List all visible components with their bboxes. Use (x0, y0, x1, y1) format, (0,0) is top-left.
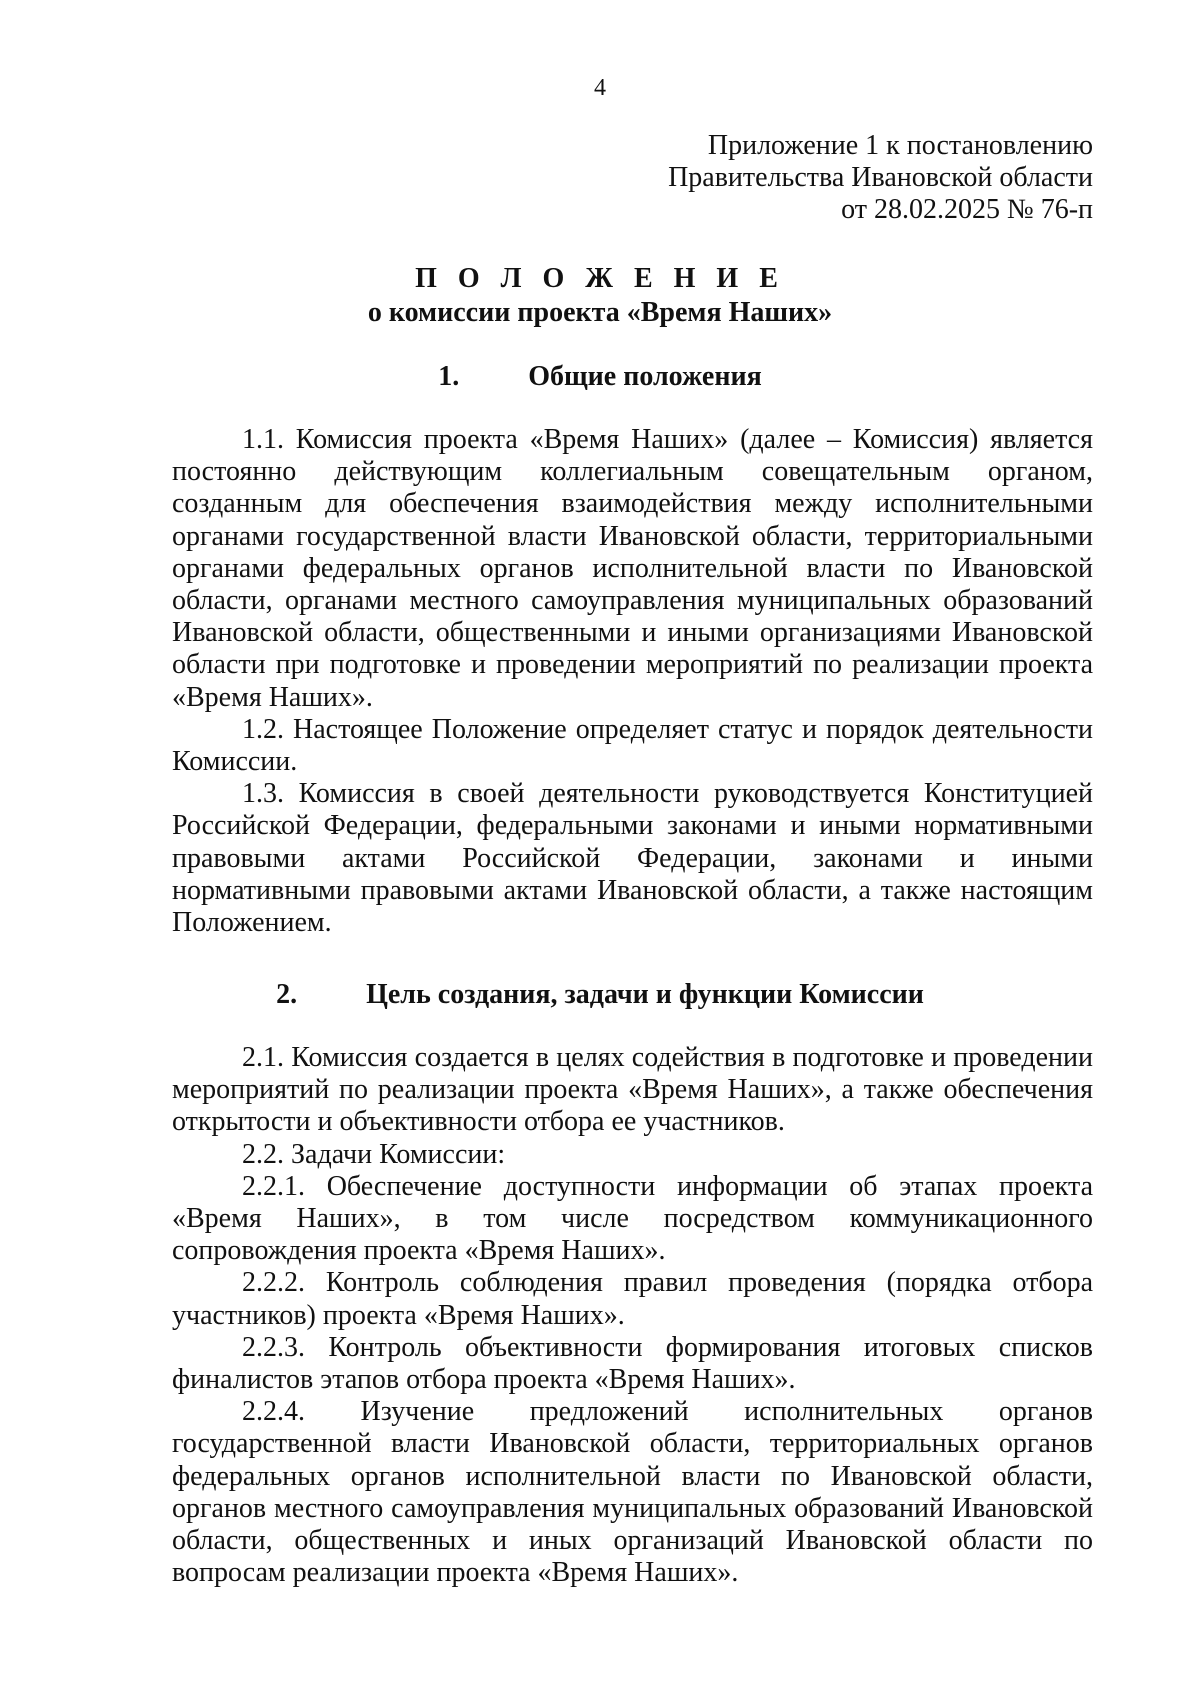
paragraph: 2.1. Комиссия создается в целях содействия в подготовке и проведении мероприятий по реализации проекта «Время Наших», а также обеспечения открытости и объективности отбора ее участников. (172, 1042, 1093, 1138)
section-number: 1. (438, 361, 460, 392)
section-heading (0, 978, 1200, 1012)
appendix-reference (668, 130, 1093, 226)
page-number: 4 (594, 75, 606, 101)
paragraph: 2.2.4. Изучение предложений исполнительных органов государственной власти Ивановской области, территориальных органов федеральных органов исполнительной власти по Ивановской области, органов местного самоуправления муниципальных образований Ивановской области, общественных и иных организаций Ивановской области по вопросам реализации проекта «Время Наших». (172, 1396, 1093, 1589)
title-block (0, 262, 1200, 330)
section-body (172, 1042, 1093, 1589)
appendix-line: от 28.02.2025 № 76-п (841, 194, 1093, 225)
paragraph: 2.2.1. Обеспечение доступности информации об этапах проекта «Время Наших», в том числе посредством коммуникационного сопровождения проекта «Время Наших». (172, 1170, 1093, 1267)
paragraph: 2.2.3. Контроль объективности формирования итоговых списков финалистов этапов отбора проекта «Время Наших». (172, 1331, 1093, 1396)
paragraph: 1.1. Комиссия проекта «Время Наших» (далее – Комиссия) является постоянно действующим коллегиальным совещательным органом, созданным для обеспечения взаимодействия между исполнительными органами государственной власти Ивановской области, территориальными органами федеральных органов исполнительной власти по Ивановской области, органами местного самоуправления муниципальных образований Ивановской области, общественными и иными организациями Ивановской области при подготовке и проведении мероприятий по реализации проекта «Время Наших». (172, 424, 1093, 713)
paragraph: 2.2.2. Контроль соблюдения правил проведения (порядка отбора участников) проекта «Время Наших». (172, 1267, 1093, 1331)
appendix-line: Приложение 1 к постановлению (707, 130, 1093, 161)
appendix-line: Правительства Ивановской области (668, 162, 1093, 193)
section-title: Общие положения (528, 361, 762, 392)
paragraph: 1.3. Комиссия в своей деятельности руководствуется Конституцией Российской Федерации, федеральными законами и иными нормативными правовыми актами Российской Федерации, законами и иными нормативными правовыми актами Ивановской области, а также настоящим Положением. (172, 778, 1093, 939)
paragraph: 2.2. Задачи Комиссии: (242, 1138, 506, 1170)
paragraph: 1.2. Настоящее Положение определяет статус и порядок деятельности Комиссии. (172, 713, 1093, 778)
section-heading (0, 360, 1200, 394)
section-body (172, 424, 1093, 939)
document-title: П О Л О Ж Е Н И Е (415, 263, 785, 294)
document-subtitle: о комиссии проекта «Время Наших» (367, 297, 833, 328)
section-title: Цель создания, задачи и функции Комиссии (366, 979, 924, 1010)
section-number: 2. (276, 979, 298, 1010)
